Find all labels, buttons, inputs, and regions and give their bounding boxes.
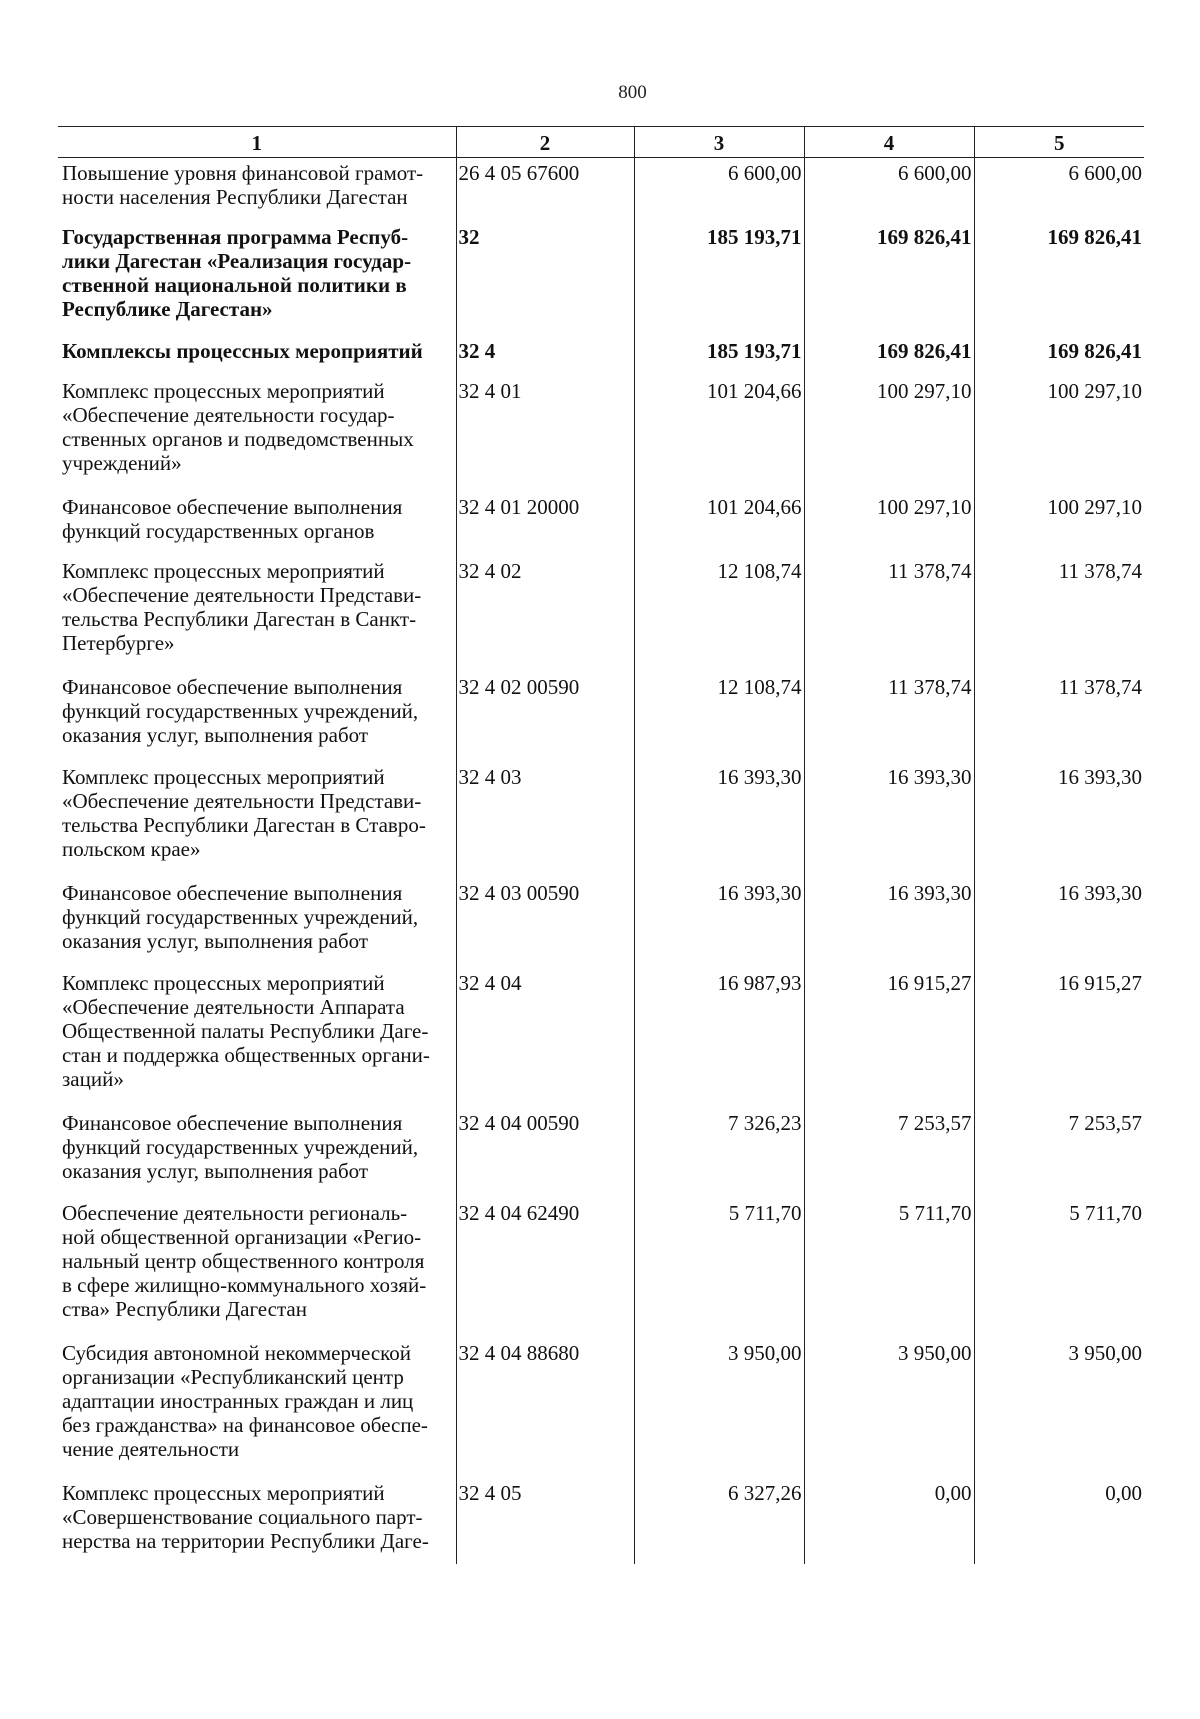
row-name: Финансовое обеспечение выполнения функций государственных учреждений, оказания услуг, выполнения работ	[62, 1110, 419, 1183]
row-code: 26 4 05 67600	[456, 158, 634, 222]
header-row	[58, 127, 1144, 158]
row-value-col3: 7 326,23	[634, 1108, 804, 1198]
row-name: Комплексы процессных мероприятий	[62, 338, 423, 363]
row-value-col5: 11 378,74	[974, 556, 1144, 672]
row-value-col5: 100 297,10	[974, 376, 1144, 492]
row-name: Комплекс процессных мероприятий «Совершенствование социального парт- нерства на территории Республики Даге-	[62, 1480, 429, 1553]
row-name: Повышение уровня финансовой грамот- ности населения Республики Дагестан	[62, 161, 424, 209]
row-name: Комплекс процессных мероприятий «Обеспечение деятельности Представи- тельства Республики Дагестан в Ставро- польском крае»	[62, 764, 426, 861]
table-row	[58, 878, 1144, 968]
row-value-col5: 100 297,10	[974, 492, 1144, 556]
row-value-col3: 185 193,71	[634, 336, 804, 376]
row-value-col3: 6 600,00	[634, 158, 804, 222]
row-value-col5: 0,00	[974, 1478, 1144, 1564]
row-code: 32 4	[456, 336, 634, 376]
row-value-col4: 16 915,27	[804, 968, 974, 1108]
row-value-col4: 169 826,41	[804, 222, 974, 336]
column-header-4: 4	[804, 127, 974, 158]
row-value-col3: 6 327,26	[634, 1478, 804, 1564]
row-name: Комплекс процессных мероприятий «Обеспечение деятельности Аппарата Общественной палаты Республики Даге- стан и поддержка общественных органи- заций»	[62, 970, 430, 1091]
row-name: Финансовое обеспечение выполнения функций государственных учреждений, оказания услуг, выполнения работ	[62, 674, 419, 747]
row-value-col4: 16 393,30	[804, 762, 974, 878]
row-code: 32 4 01 20000	[456, 492, 634, 556]
row-code: 32	[456, 222, 634, 336]
row-value-col5: 16 393,30	[974, 762, 1144, 878]
row-code: 32 4 02 00590	[456, 672, 634, 762]
table-row	[58, 158, 1144, 222]
table-row	[58, 968, 1144, 1108]
row-value-col3: 3 950,00	[634, 1338, 804, 1478]
row-value-col5: 6 600,00	[974, 158, 1144, 222]
row-value-col5: 16 915,27	[974, 968, 1144, 1108]
row-code: 32 4 01	[456, 376, 634, 492]
column-header-2: 2	[456, 127, 634, 158]
row-code: 32 4 05	[456, 1478, 634, 1564]
row-name: Финансовое обеспечение выполнения функций государственных учреждений, оказания услуг, выполнения работ	[62, 880, 419, 953]
table-row	[58, 492, 1144, 556]
row-code: 32 4 04 62490	[456, 1198, 634, 1338]
row-code: 32 4 04 00590	[456, 1108, 634, 1198]
row-name: Комплекс процессных мероприятий «Обеспечение деятельности Представи- тельства Республики Дагестан в Санкт- Петербурге»	[62, 558, 422, 655]
row-value-col5: 5 711,70	[974, 1198, 1144, 1338]
row-value-col4: 100 297,10	[804, 492, 974, 556]
row-name: Финансовое обеспечение выполнения функций государственных органов	[62, 494, 403, 543]
row-value-col4: 3 950,00	[804, 1338, 974, 1478]
table-row	[58, 336, 1144, 376]
row-code: 32 4 03	[456, 762, 634, 878]
row-name: Комплекс процессных мероприятий «Обеспечение деятельности государ- ственных органов и подведомственных учреждений»	[62, 378, 414, 475]
row-value-col3: 16 393,30	[634, 878, 804, 968]
row-name: Государственная программа Респуб- лики Дагестан «Реализация государ- ственной национальной политики в Республике Дагестан»	[62, 224, 412, 321]
row-value-col4: 6 600,00	[804, 158, 974, 222]
row-value-col5: 3 950,00	[974, 1338, 1144, 1478]
row-value-col3: 12 108,74	[634, 556, 804, 672]
row-code: 32 4 04	[456, 968, 634, 1108]
row-value-col5: 169 826,41	[974, 222, 1144, 336]
row-value-col3: 12 108,74	[634, 672, 804, 762]
budget-table	[58, 126, 1144, 1564]
column-header-5: 5	[974, 127, 1144, 158]
row-code: 32 4 04 88680	[456, 1338, 634, 1478]
table-body	[58, 158, 1144, 1564]
row-value-col5: 11 378,74	[974, 672, 1144, 762]
page-number: 800	[618, 82, 647, 103]
row-value-col4: 7 253,57	[804, 1108, 974, 1198]
row-value-col5: 169 826,41	[974, 336, 1144, 376]
row-value-col4: 16 393,30	[804, 878, 974, 968]
row-value-col5: 7 253,57	[974, 1108, 1144, 1198]
table-row	[58, 1478, 1144, 1564]
row-code: 32 4 02	[456, 556, 634, 672]
column-header-1: 1	[58, 127, 456, 158]
table-row	[58, 672, 1144, 762]
table-row	[58, 376, 1144, 492]
row-value-col3: 16 987,93	[634, 968, 804, 1108]
table-row	[58, 556, 1144, 672]
row-value-col4: 11 378,74	[804, 672, 974, 762]
row-value-col4: 100 297,10	[804, 376, 974, 492]
row-value-col3: 5 711,70	[634, 1198, 804, 1338]
row-name: Обеспечение деятельности региональ- ной общественной организации «Регио- нальный центр общественного контроля в сфере жилищно-коммунального хозяй- ства» Республики Дагестан	[62, 1200, 427, 1321]
row-value-col3: 101 204,66	[634, 492, 804, 556]
row-value-col5: 16 393,30	[974, 878, 1144, 968]
table-row	[58, 1338, 1144, 1478]
table-row	[58, 1198, 1144, 1338]
row-value-col3: 185 193,71	[634, 222, 804, 336]
table-row	[58, 222, 1144, 336]
row-name: Субсидия автономной некоммерческой организации «Республиканский центр адаптации иностранных граждан и лиц без гражданства» на финансовое обеспе- чение деятельности	[62, 1340, 428, 1461]
row-value-col4: 0,00	[804, 1478, 974, 1564]
row-value-col4: 5 711,70	[804, 1198, 974, 1338]
column-header-3: 3	[634, 127, 804, 158]
row-value-col3: 16 393,30	[634, 762, 804, 878]
row-value-col4: 169 826,41	[804, 336, 974, 376]
row-value-col3: 101 204,66	[634, 376, 804, 492]
row-code: 32 4 03 00590	[456, 878, 634, 968]
table-row	[58, 762, 1144, 878]
row-value-col4: 11 378,74	[804, 556, 974, 672]
table-row	[58, 1108, 1144, 1198]
